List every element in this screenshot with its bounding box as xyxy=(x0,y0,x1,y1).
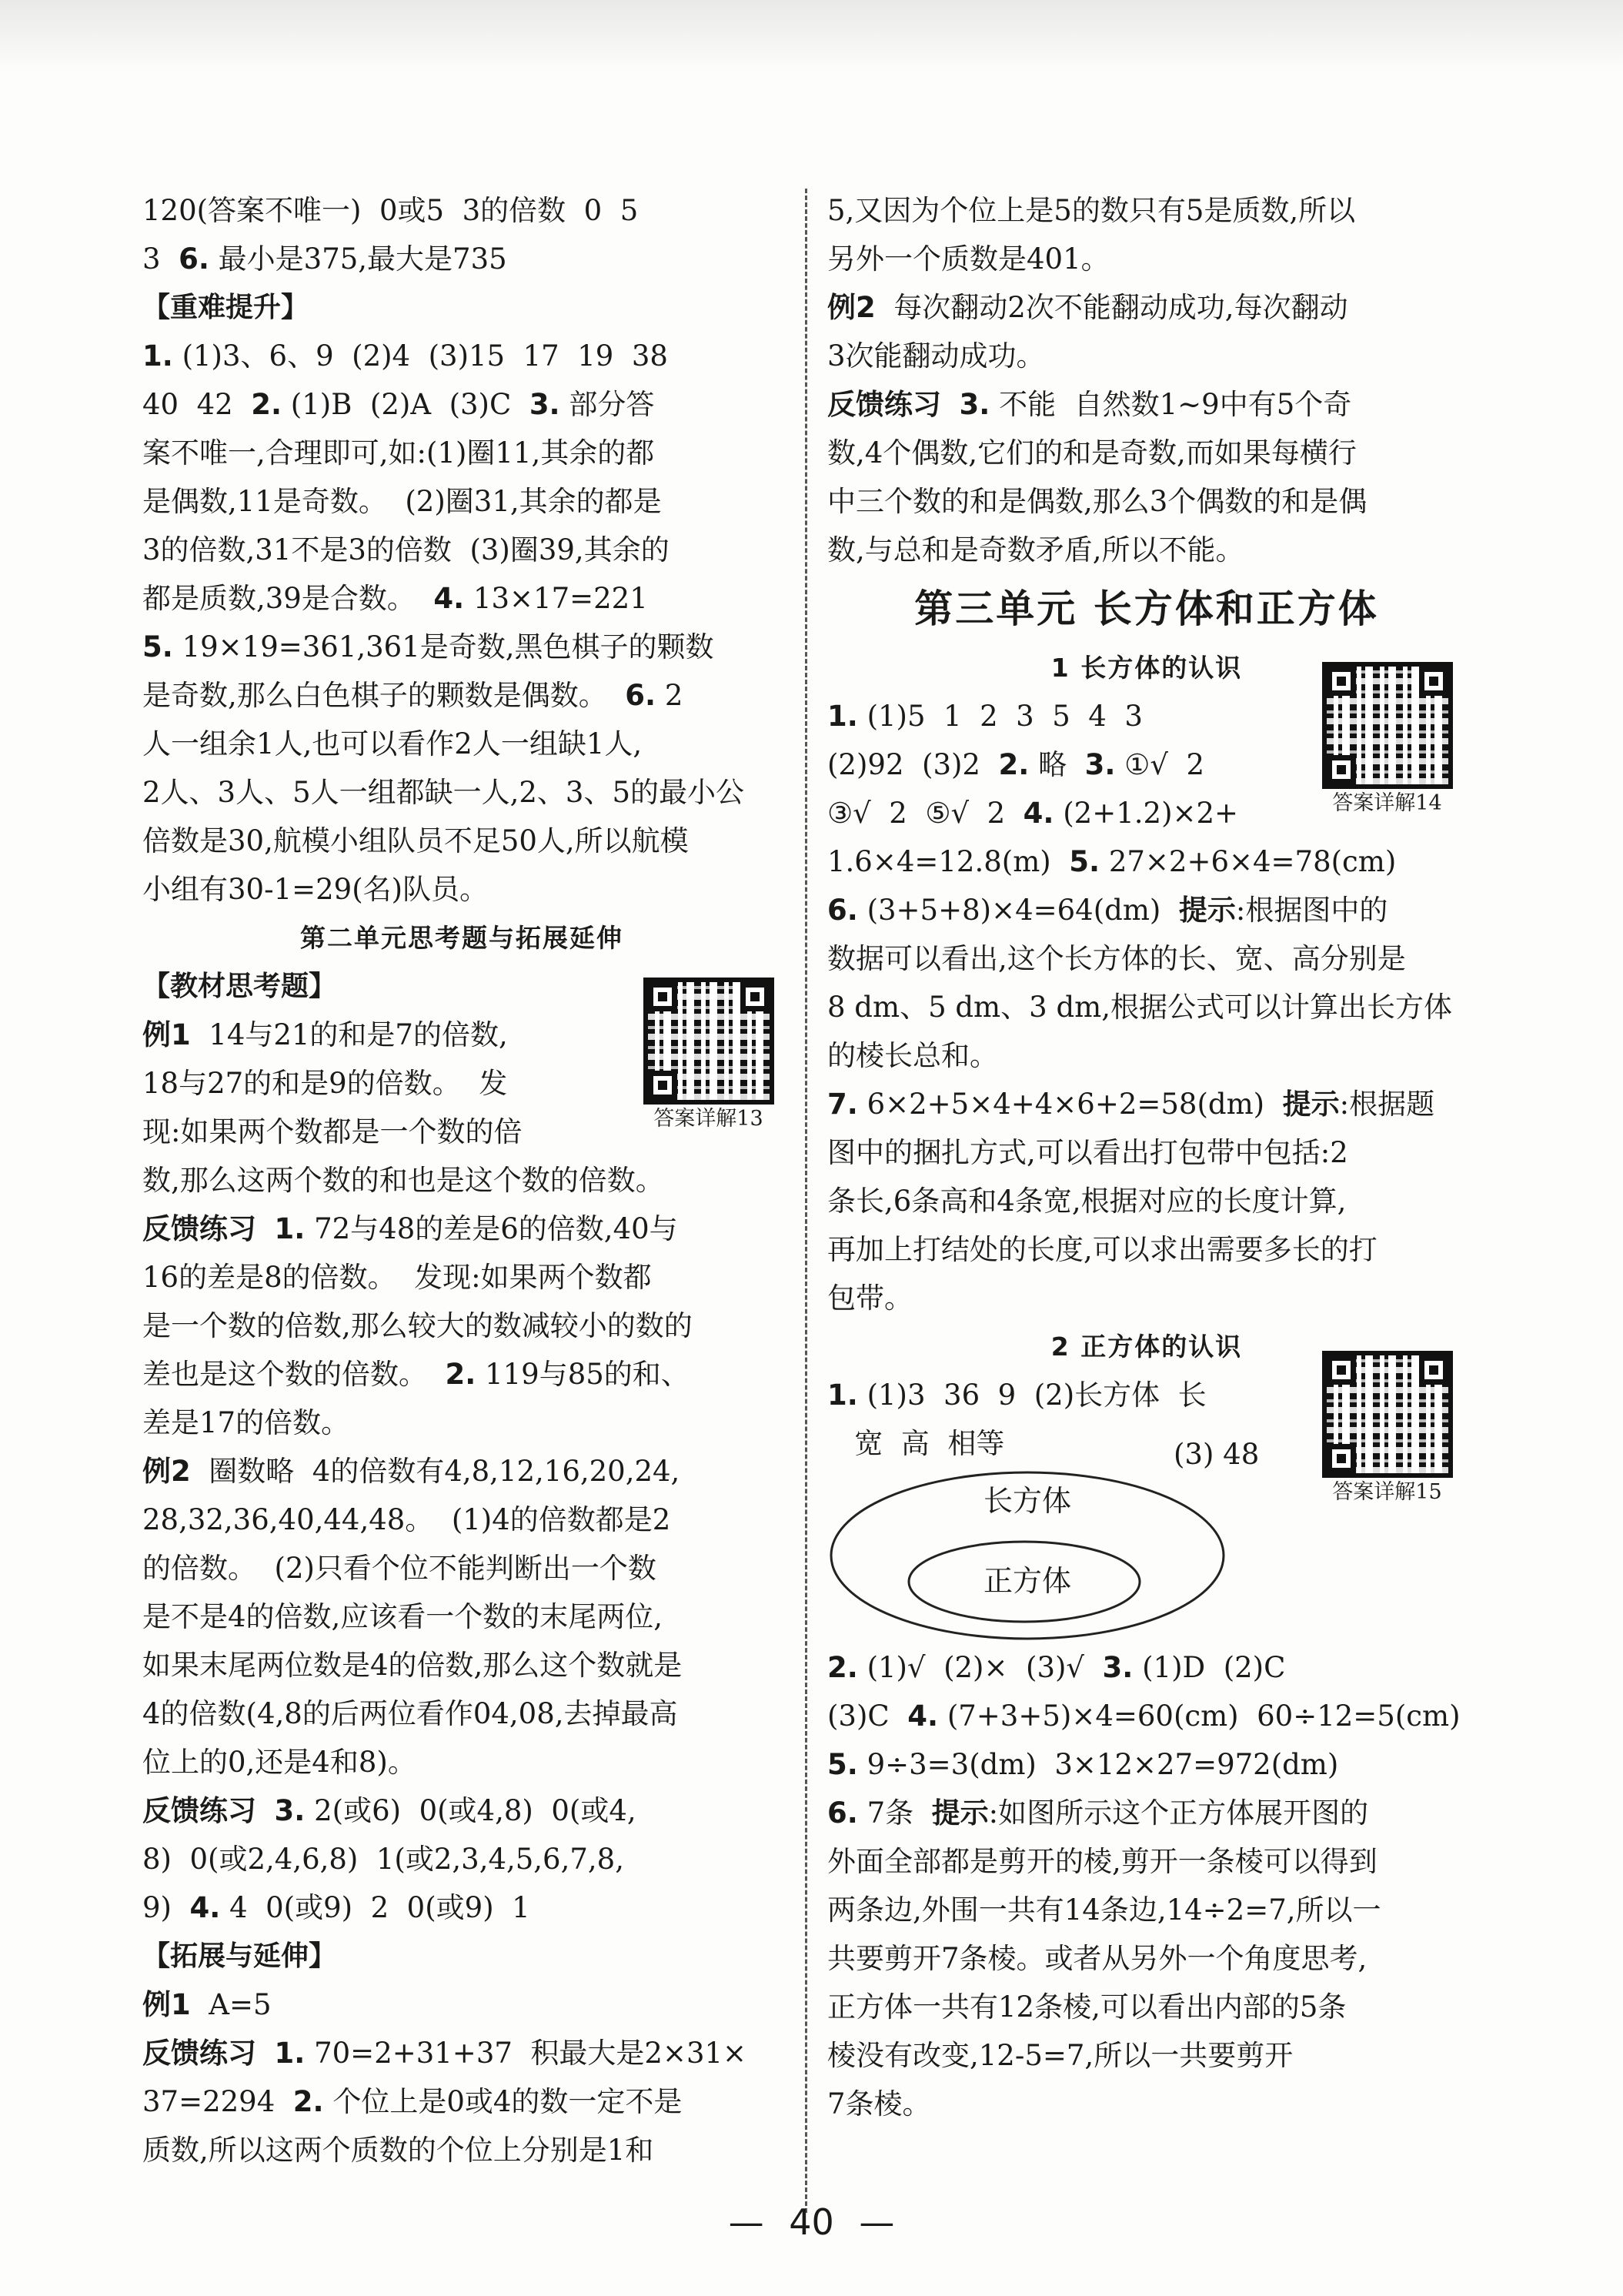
text-line: 例2 圈数略 4的倍数有4,8,12,16,20,24, xyxy=(142,1455,680,1488)
section-subtitle: 第二单元思考题与拓展延伸 xyxy=(300,923,623,953)
text-line: 倍数是30,航模小组队员不足50人,所以航模 xyxy=(142,824,689,857)
page-number: — 40 — xyxy=(728,2201,895,2243)
right-column xyxy=(827,186,1466,2128)
text-line: 6. 7条 提示:如图所示这个正方体展开图的 xyxy=(827,1796,1369,1830)
text-line: 外面全部都是剪开的棱,剪开一条棱可以得到 xyxy=(827,1845,1378,1878)
text-line: 棱没有改变,12-5=7,所以一共要剪开 xyxy=(827,2039,1294,2072)
text-line: 2人、3人、5人一组都缺一人,2、3、5的最小公 xyxy=(142,776,745,809)
text-line: 另外一个质数是401。 xyxy=(827,242,1110,276)
venn-inner-label: 正方体 xyxy=(983,1564,1071,1598)
text-line: 16的差是8的倍数。 发现:如果两个数都 xyxy=(142,1261,652,1294)
section-subtitle: 2 正方体的认识 xyxy=(1050,1332,1243,1362)
unit-title: 第三单元 长方体和正方体 xyxy=(914,587,1379,631)
venn-side-text: (3) 48 xyxy=(1174,1438,1260,1471)
qr-code-image xyxy=(643,978,774,1105)
text-line: 的棱长总和。 xyxy=(827,1039,998,1072)
text-line: 都是质数,39是合数。 4. 13×17=221 xyxy=(142,582,648,615)
text-line: 120(答案不唯一) 0或5 3的倍数 0 5 xyxy=(142,194,639,227)
text-line: 差也是这个数的倍数。 2. 119与85的和、 xyxy=(142,1358,690,1391)
qr-label: 答案详解14 xyxy=(1332,791,1442,815)
text-line: 现:如果两个数都是一个数的倍 xyxy=(142,1115,523,1148)
section-subtitle: 1 长方体的认识 xyxy=(1050,653,1243,683)
text-line: 5. 9÷3=3(dm) 3×12×27=972(dm) xyxy=(827,1748,1339,1781)
text-line: 数据可以看出,这个长方体的长、宽、高分别是 xyxy=(827,942,1406,975)
qr-code-14[interactable] xyxy=(1316,662,1458,817)
text-line: 7. 6×2+5×4+4×6+2=58(dm) 提示:根据题 xyxy=(827,1088,1435,1121)
text-line: 再加上打结处的长度,可以求出需要多长的打 xyxy=(827,1233,1378,1266)
text-line: 反馈练习 1. 72与48的差是6的倍数,40与 xyxy=(142,1212,678,1245)
text-line: 数,那么这两个数的和也是这个数的倍数。 xyxy=(142,1164,664,1197)
text-line: (3)C 4. (7+3+5)×4=60(cm) 60÷12=5(cm) xyxy=(827,1699,1461,1733)
text-line: 5. 19×19=361,361是奇数,黑色棋子的颗数 xyxy=(142,630,714,663)
text-line: 2. (1)√ (2)× (3)√ 3. (1)D (2)C xyxy=(827,1651,1286,1684)
text-line: 案不唯一,合理即可,如:(1)圈11,其余的都 xyxy=(142,436,655,470)
text-line: ③√ 2 ⑤√ 2 4. (2+1.2)×2+ xyxy=(827,797,1239,830)
text-line: 8) 0(或2,4,6,8) 1(或2,3,4,5,6,7,8, xyxy=(142,1843,624,1876)
text-line: 6. (3+5+8)×4=64(dm) 提示:根据图中的 xyxy=(827,894,1388,927)
left-column xyxy=(142,186,781,2174)
text-line: 3的倍数,31不是3的倍数 (3)圈39,其余的 xyxy=(142,533,670,566)
text-line: 是一个数的倍数,那么较大的数减较小的数的 xyxy=(142,1309,693,1342)
text-line: 反馈练习 3. 2(或6) 0(或4,8) 0(或4, xyxy=(142,1794,636,1827)
venn-outer-label: 长方体 xyxy=(983,1484,1071,1518)
column-divider xyxy=(805,189,807,2213)
text-line: (2)92 (3)2 2. 略 3. ①√ 2 xyxy=(827,748,1204,781)
text-line: 3次能翻动成功。 xyxy=(827,339,1045,373)
text-line: 1. (1)3、6、9 (2)4 (3)15 17 19 38 xyxy=(142,339,668,373)
text-line: 1. (1)3 36 9 (2)长方体 长 xyxy=(827,1379,1207,1412)
text-line: 7条棱。 xyxy=(827,2087,931,2121)
text-line: 40 42 2. (1)B (2)A (3)C 3. 部分答 xyxy=(142,388,655,421)
text-line: 反馈练习 3. 不能 自然数1~9中有5个奇 xyxy=(827,388,1352,421)
text-line: 9) 4. 4 0(或9) 2 0(或9) 1 xyxy=(142,1891,530,1924)
section-heading: 【拓展与延伸】 xyxy=(142,1940,337,1972)
section-heading: 【重难提升】 xyxy=(142,292,309,323)
text-line: 37=2294 2. 个位上是0或4的数一定不是 xyxy=(142,2085,683,2118)
text-line: 是奇数,那么白色棋子的颗数是偶数。 6. 2 xyxy=(142,679,683,712)
qr-label: 答案详解13 xyxy=(653,1107,763,1131)
text-line: 质数,所以这两个质数的个位上分别是1和 xyxy=(142,2134,654,2167)
text-line: 1. (1)5 1 2 3 5 4 3 xyxy=(827,700,1143,733)
text-line: 中三个数的和是偶数,那么3个偶数的和是偶 xyxy=(827,485,1368,518)
page-number-value: 40 xyxy=(789,2201,834,2243)
qr-label: 答案详解15 xyxy=(1332,1480,1442,1504)
text-line: 包带。 xyxy=(827,1282,913,1315)
text-line: 例2 每次翻动2次不能翻动成功,每次翻动 xyxy=(827,291,1348,324)
text-line: 宽 高 相等 xyxy=(827,1427,1005,1460)
section-heading: 【教材思考题】 xyxy=(142,971,337,1002)
qr-code-image xyxy=(1322,662,1453,789)
text-line: 位上的0,还是4和8)。 xyxy=(142,1746,416,1779)
text-line: 4的倍数(4,8的后两位看作04,08,去掉最高 xyxy=(142,1697,678,1730)
text-line: 28,32,36,40,44,48。 (1)4的倍数都是2 xyxy=(142,1503,671,1536)
text-line: 是偶数,11是奇数。 (2)圈31,其余的都是 xyxy=(142,485,662,518)
text-line: 是不是4的倍数,应该看一个数的末尾两位, xyxy=(142,1600,663,1633)
text-line: 3 6. 最小是375,最大是735 xyxy=(142,242,507,276)
text-line: 18与27的和是9的倍数。 发 xyxy=(142,1067,508,1100)
text-line: 条长,6条高和4条宽,根据对应的长度计算, xyxy=(827,1185,1347,1218)
text-line: 差是17的倍数。 xyxy=(142,1406,350,1439)
text-line: 数,4个偶数,它们的和是奇数,而如果每横行 xyxy=(827,436,1357,470)
text-line: 图中的捆扎方式,可以看出打包带中包括:2 xyxy=(827,1136,1348,1169)
qr-code-13[interactable] xyxy=(637,978,780,1132)
text-line: 小组有30-1=29(名)队员。 xyxy=(142,873,489,906)
text-line: 例1 A=5 xyxy=(142,1988,272,2021)
text-line: 反馈练习 1. 70=2+31+37 积最大是2×31× xyxy=(142,2037,747,2070)
text-line: 共要剪开7条棱。或者从另外一个角度思考, xyxy=(827,1942,1368,1975)
qr-code-15[interactable] xyxy=(1316,1351,1458,1506)
text-line: 如果末尾两位数是4的倍数,那么这个数就是 xyxy=(142,1649,683,1682)
text-line: 例1 14与21的和是7的倍数, xyxy=(142,1018,508,1051)
text-line: 人一组余1人,也可以看作2人一组缺1人, xyxy=(142,727,643,760)
top-shadow-band xyxy=(0,0,1623,73)
text-line: 8 dm、5 dm、3 dm,根据公式可以计算出长方体 xyxy=(827,991,1452,1024)
qr-code-image xyxy=(1322,1351,1453,1478)
text-line: 1.6×4=12.8(m) 5. 27×2+6×4=78(cm) xyxy=(827,845,1397,878)
text-line: 正方体一共有12条棱,可以看出内部的5条 xyxy=(827,1990,1347,2024)
text-line: 5,又因为个位上是5的数只有5是质数,所以 xyxy=(827,194,1356,227)
text-line: 的倍数。 (2)只看个位不能判断出一个数 xyxy=(142,1552,656,1585)
text-line: 两条边,外围一共有14条边,14÷2=7,所以一 xyxy=(827,1893,1381,1927)
text-line: 数,与总和是奇数矛盾,所以不能。 xyxy=(827,533,1244,566)
